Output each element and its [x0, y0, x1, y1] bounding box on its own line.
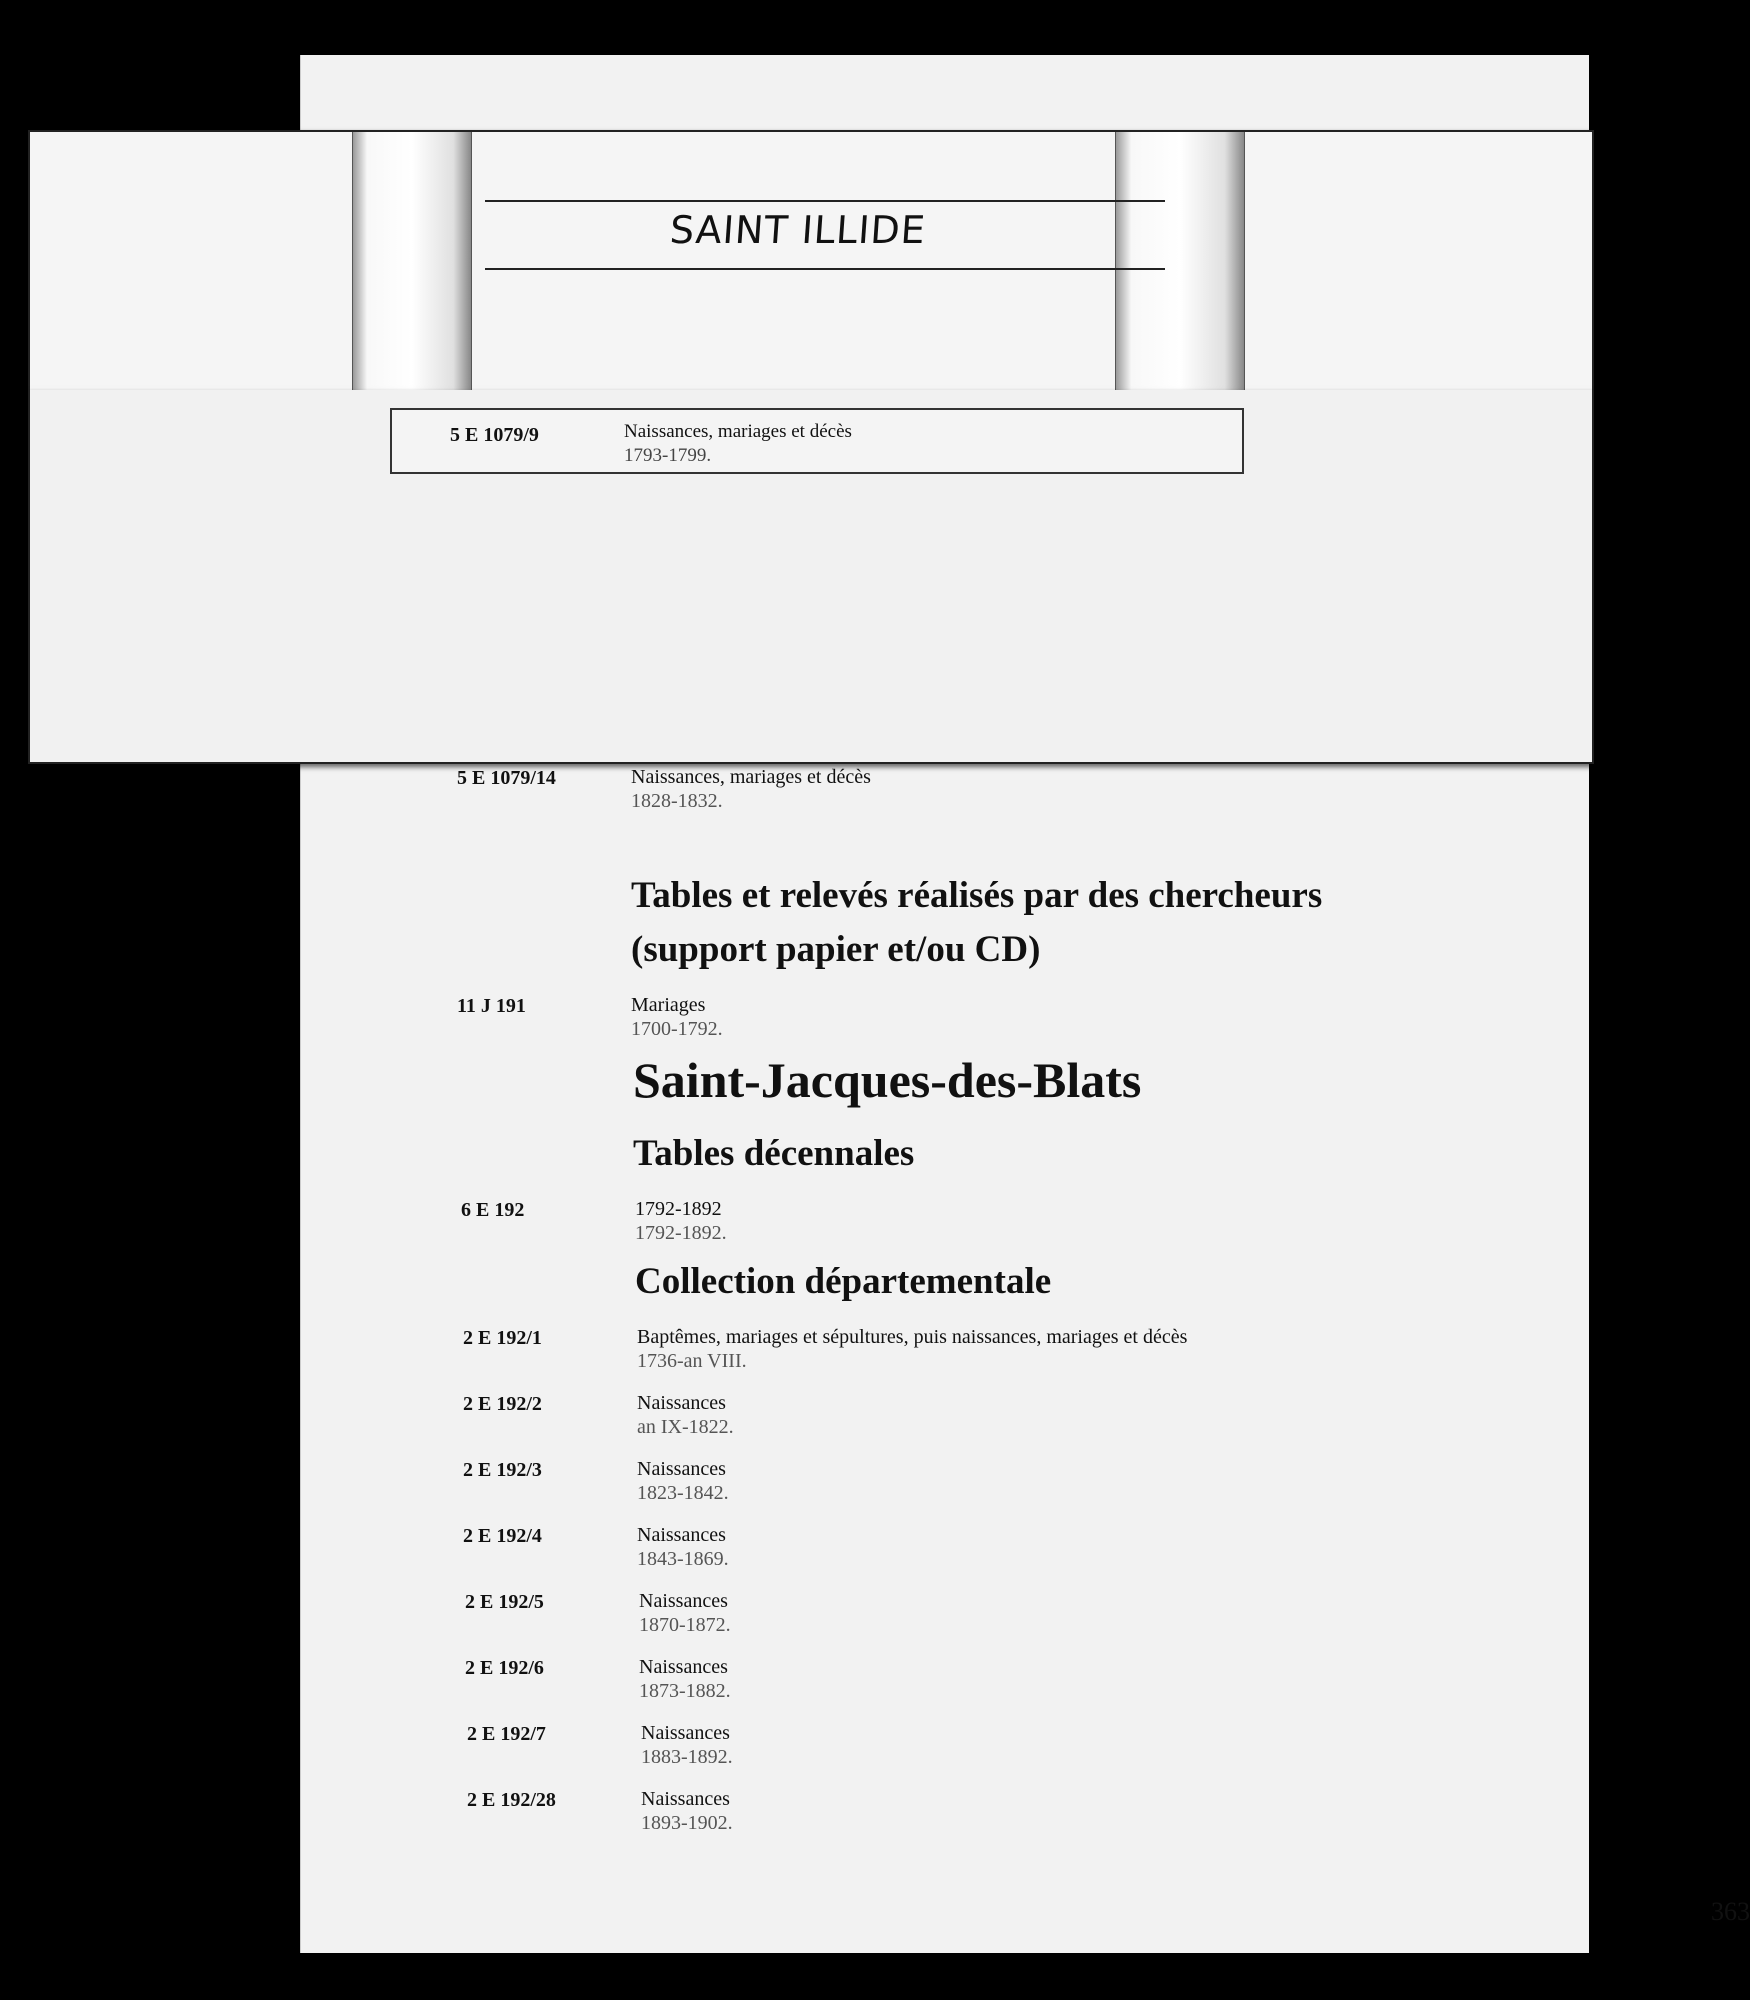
entry-description: Baptêmes, mariages et sépultures, puis naissances, mariages et décès — [637, 1326, 1188, 1348]
entry-code: 5 E 1079/9 — [450, 424, 539, 446]
entry-years: 1736-an VIII. — [637, 1350, 747, 1372]
entry-years: 1893-1902. — [641, 1812, 733, 1834]
entry-years: 1793-1799. — [624, 445, 712, 466]
entry-code: 2 E 192/7 — [467, 1723, 546, 1745]
entry-years: 1870-1872. — [639, 1614, 731, 1636]
entry-years: 1700-1792. — [631, 1018, 723, 1040]
entry-code: 5 E 1079/14 — [457, 767, 556, 789]
entry-description: Mariages — [631, 994, 706, 1016]
tape-left — [352, 132, 472, 392]
entry-code: 2 E 192/4 — [463, 1525, 542, 1547]
slip-entry-5e-1079-9 — [390, 408, 1244, 474]
entry-description: Naissances, mariages et décès — [631, 766, 871, 788]
entry-years: 1792-1892. — [635, 1222, 727, 1244]
entry-code: 6 E 192 — [461, 1199, 525, 1221]
section-heading-collection: Collection départementale — [635, 1261, 1052, 1302]
entry-code: 2 E 192/3 — [463, 1459, 542, 1481]
entry-years: 1873-1882. — [639, 1680, 731, 1702]
entry-code: 2 E 192/6 — [465, 1657, 544, 1679]
handwritten-label: SAINT ILLIDE — [668, 208, 928, 252]
entry-years: 1828-1832. — [631, 790, 723, 812]
entry-description: 1792-1892 — [635, 1198, 722, 1220]
entry-description: Naissances — [637, 1392, 726, 1414]
entry-years: 1843-1869. — [637, 1548, 729, 1570]
label-box — [485, 200, 1165, 270]
overlay-slip — [28, 390, 1594, 764]
entry-code: 11 J 191 — [457, 995, 526, 1017]
section-heading-researchers: Tables et relevés réalisés par des chercheurs (support papier et/ou CD) — [631, 875, 1323, 970]
entry-description: Naissances — [639, 1656, 728, 1678]
entry-description: Naissances — [637, 1524, 726, 1546]
entry-code: 2 E 192/28 — [467, 1789, 556, 1811]
commune-heading: Saint-Jacques-des-Blats — [633, 1052, 1142, 1108]
entry-years: 1823-1842. — [637, 1482, 729, 1504]
handwritten-label-strip — [28, 130, 1594, 395]
entry-code: 2 E 192/1 — [463, 1327, 542, 1349]
entry-code: 2 E 192/5 — [465, 1591, 544, 1613]
entry-code: 2 E 192/2 — [463, 1393, 542, 1415]
entry-description: Naissances, mariages et décès — [624, 421, 852, 442]
entry-years: 1883-1892. — [641, 1746, 733, 1768]
page-number: 363 — [1711, 1897, 1750, 1926]
section-heading-tables-decennales: Tables décennales — [633, 1133, 915, 1174]
entry-years: an IX-1822. — [637, 1416, 734, 1438]
entry-description: Naissances — [639, 1590, 728, 1612]
entry-description: Naissances — [641, 1788, 730, 1810]
entry-description: Naissances — [641, 1722, 730, 1744]
entry-description: Naissances — [637, 1458, 726, 1480]
